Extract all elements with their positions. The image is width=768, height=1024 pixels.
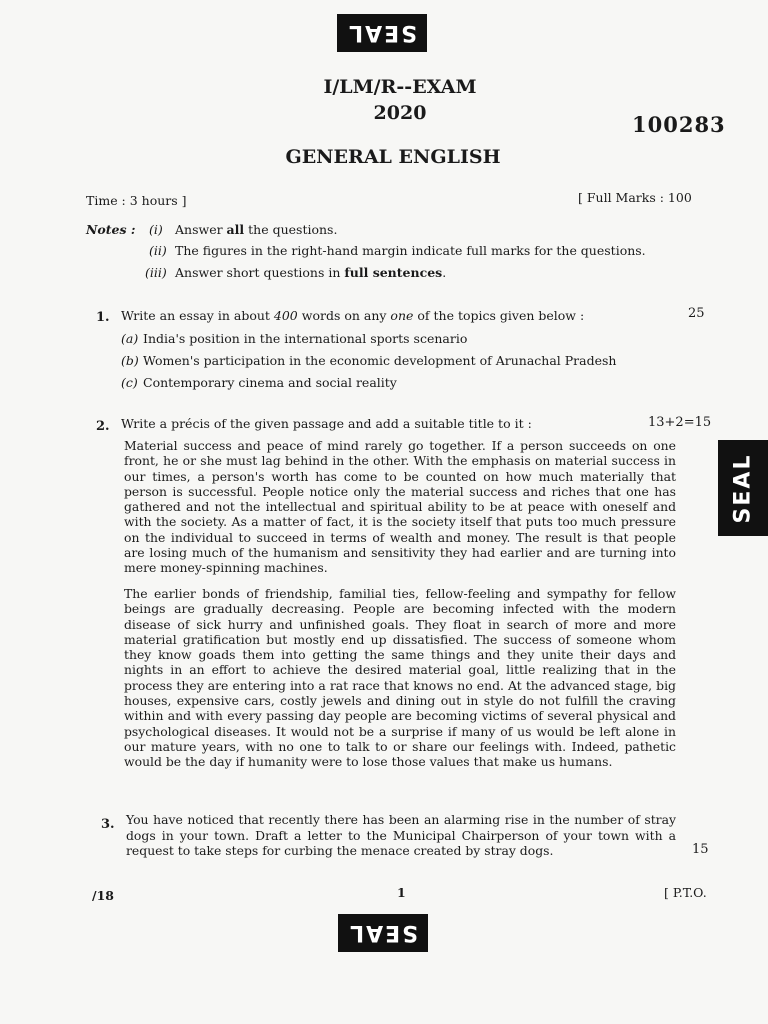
serial-number: 100283 bbox=[632, 112, 726, 137]
seal-stamp-side: SEAL bbox=[718, 440, 768, 536]
question-2-text: Write a précis of the given passage and add a suitable title to it : bbox=[121, 416, 532, 431]
question-1-option: (c) Contemporary cinema and social reality bbox=[121, 375, 397, 390]
note-item: (ii) The figures in the right-hand margin indicate full marks for the questions. bbox=[149, 243, 646, 258]
question-1-text: Write an essay in about 400 words on any one of the topics given below : bbox=[121, 308, 585, 323]
question-1-marks: 25 bbox=[688, 306, 705, 321]
pto-note: [ P.T.O. bbox=[664, 885, 707, 900]
note-item: (i) Answer all the questions. bbox=[149, 222, 338, 237]
question-3-text: You have noticed that recently there has been an alarming rise in the number of stray dogs in your town. Draft a letter to the Municipal Chairperson of your town with a request to take steps for curbing the menace created by stray dogs. bbox=[126, 812, 676, 858]
page-number: 1 bbox=[397, 885, 406, 900]
passage-paragraph-2: The earlier bonds of friendship, familial ties, fellow-feeling and sympathy for fellow beings are gradually decreasing. People are becoming infected with the modern disease of sick hurry and unfinished goals. They float in search of more and more material gratification but mostly end up dissatisfied. The success of someone whom they know goads them into getting the same things and they unite their days and nights in an effort to achieve the desired material goal, little realizing that in the process they are entering into a rat race that knows no end. At the advanced stage, big houses, expensive cars, costly jewels and dining out in style do not fulfill the craving within and with every passing day people are becoming victims of several physical and psychological diseases. It would not be a surprise if many of us would be left alone in our mature years, with no one to talk to or share our feelings with. Indeed, pathetic would be the day if humanity were to lose those values that make us humans. bbox=[124, 586, 676, 770]
exam-year: 2020 bbox=[373, 102, 427, 124]
notes-label: Notes : bbox=[86, 222, 136, 237]
exam-code: I/LM/R--EXAM bbox=[323, 76, 477, 98]
question-2-number: 2. bbox=[96, 419, 110, 434]
question-3-marks: 15 bbox=[692, 842, 709, 857]
question-1-option: (b) Women's participation in the economic development of Arunachal Pradesh bbox=[121, 353, 617, 368]
question-1-option: (a) India's position in the international sports scenario bbox=[121, 331, 468, 346]
note-item: (iii) Answer short questions in full sentences. bbox=[145, 265, 447, 280]
seal-stamp-top: SEAL bbox=[337, 14, 427, 52]
question-3-number: 3. bbox=[101, 817, 115, 832]
footer-code: /18 bbox=[92, 888, 114, 903]
paper-title: GENERAL ENGLISH bbox=[285, 146, 501, 168]
question-1-number: 1. bbox=[96, 310, 110, 325]
full-marks: [ Full Marks : 100 bbox=[578, 190, 692, 205]
passage-paragraph-1: Material success and peace of mind rarely go together. If a person succeeds on one front, he or she must lag behind in the other. With the emphasis on material success in our times, a person's worth has come to be counted on how much materially that person is successful. People notice only the material success and riches that one has gathered and not the intellectual and spiritual ability to be at peace with oneself and with the society. As a matter of fact, it is the society itself that puts too much pressure on the individual to succeed in terms of wealth and money. The result is that people are losing much of the humanism and sensitivity they had earlier and are turning into mere money-spinning machines. bbox=[124, 438, 676, 576]
question-2-marks: 13+2=15 bbox=[648, 415, 712, 430]
time-allowed: Time : 3 hours ] bbox=[86, 193, 187, 208]
seal-stamp-bottom: SEAL bbox=[338, 914, 428, 952]
